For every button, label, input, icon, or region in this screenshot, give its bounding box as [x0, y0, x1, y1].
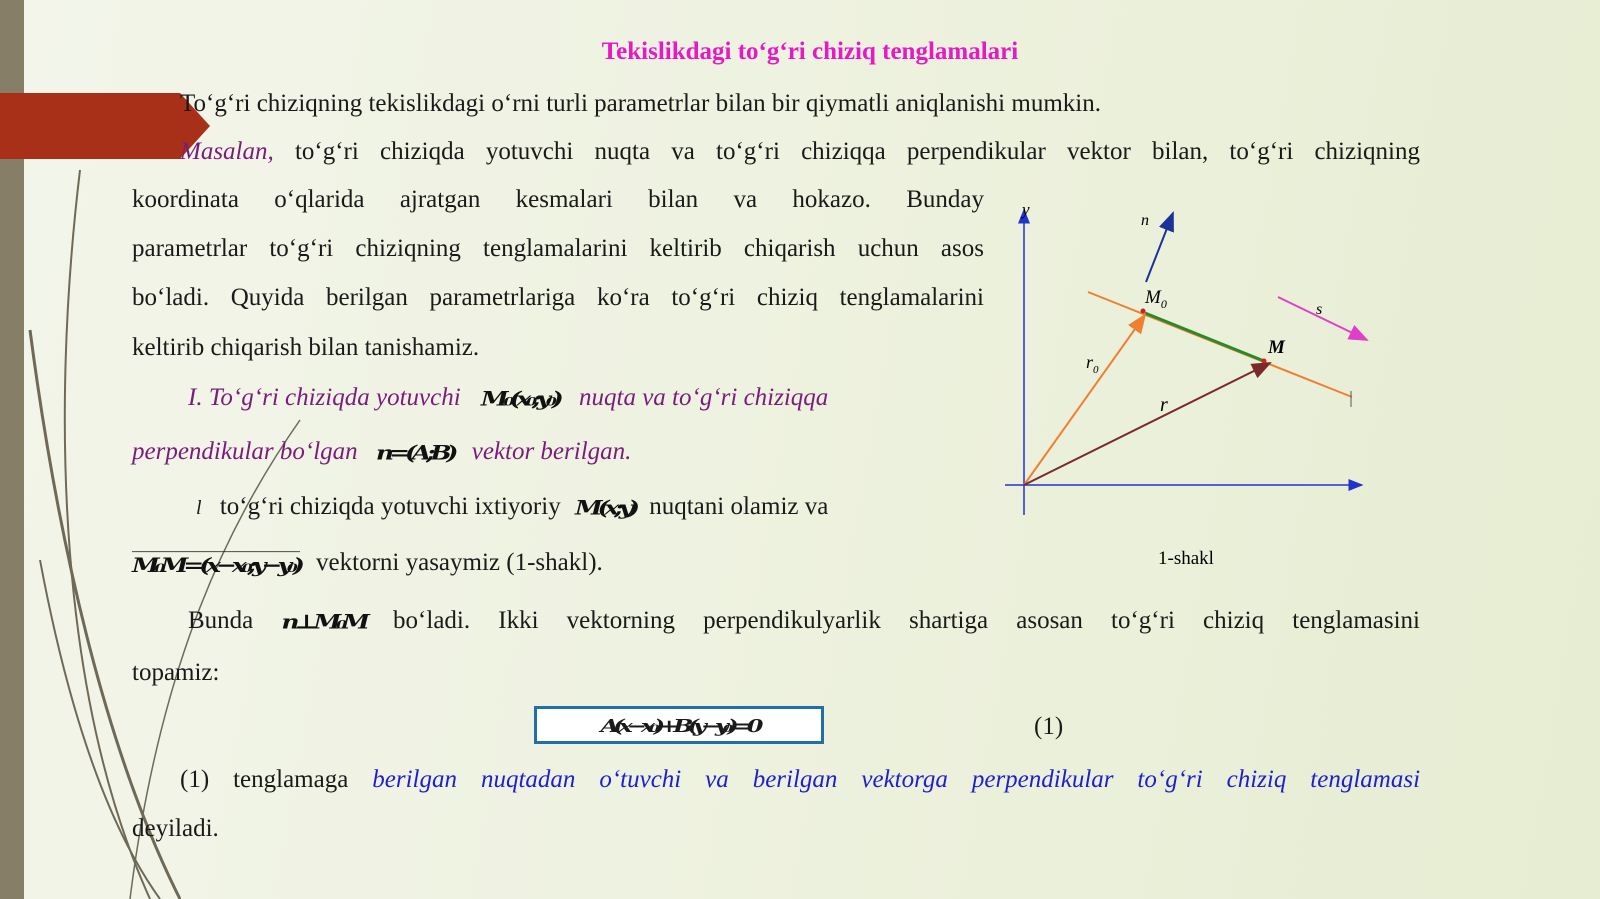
label-y: y [1022, 200, 1030, 219]
line-7-text-a: to‘g‘ri chiziqda yotuvchi ixtiyoriy [219, 493, 561, 520]
line-9-text-b: bo‘ladi. Ikki vektorning perpendikulyarlik shartiga asosan to‘g‘ri chiziq tenglamasini [393, 607, 1421, 634]
line-symbol-l: l [196, 497, 202, 519]
line-11-definition: berilgan nuqtadan o‘tuvchi va berilgan vektorga perpendikular to‘g‘ri chiziq tenglamasi [372, 766, 1421, 793]
formula-n-vector: n=(A;B) [375, 441, 454, 465]
paragraph-intro: To‘g‘ri chiziqning tekislikdagi o‘rni turli parametrlar bilan bir qiymatli aniqlanishi mumkin. [180, 90, 1101, 117]
label-r0: $r_0$ [1086, 352, 1099, 376]
label-m0: $M_0$ [1145, 287, 1167, 311]
line-9-text-a: Bunda [188, 607, 254, 634]
label-n: n [1141, 212, 1149, 229]
paragraph-line-3: koordinata o‘qlarida ajratgan kesmalari bilan va hokazo. Bunday [132, 186, 984, 213]
page-title: Tekislikdagi to‘g‘ri chiziq tenglamalari [601, 38, 1019, 65]
equation-number: (1) [1034, 713, 1064, 740]
paragraph-line-9 [188, 606, 1420, 637]
paragraph-line-11 [180, 765, 1420, 795]
line-7-text-b: nuqtani olamiz va [649, 493, 829, 520]
example-lead: Masalan, [180, 138, 274, 165]
equation-box [534, 706, 824, 744]
line-11-text-a: (1) tenglamaga [180, 766, 349, 793]
paragraph-line-7 [196, 492, 828, 523]
item-one-line-1 [188, 383, 828, 414]
item-one-text-a: I. To‘g‘ri chiziqda yotuvchi [188, 384, 461, 411]
figure-caption: 1-shakl [1158, 548, 1214, 569]
example-text: to‘g‘ri chiziqda yotuvchi nuqta va to‘g‘ri chiziqqa perpendikular vektor bilan, to‘g‘ri chiziqning [294, 138, 1420, 165]
point-m0 [1141, 309, 1146, 314]
paragraph-line-8 [132, 548, 603, 581]
formula-m-point: M(x;y) [574, 496, 635, 520]
figure-diagram [1000, 195, 1380, 575]
item-one-text-b: nuqta va to‘g‘ri chiziqqa [579, 384, 829, 411]
label-s: s [1316, 301, 1323, 318]
line-8-text: vektorni yasaymiz (1-shakl). [316, 549, 603, 577]
vector-r [1024, 363, 1270, 485]
item-two-text-a: perpendikular bo‘lgan [132, 438, 358, 465]
item-two-text-b: vektor berilgan. [471, 438, 632, 465]
item-one-line-2 [132, 437, 631, 468]
label-r: r [1160, 394, 1168, 416]
paragraph-line-4: parametrlar to‘g‘ri chiziqning tenglamalarini keltirib chiqarish uchun asos [132, 235, 984, 262]
label-m: M [1268, 337, 1285, 358]
vector-n [1146, 213, 1173, 282]
paragraph-line-12: deyiladi. [132, 815, 219, 842]
formula-m0m-vector: M₀M=(x−x₀;y−y₀) [132, 551, 300, 577]
vector-r0 [1024, 315, 1145, 485]
paragraph-line-5: bo‘ladi. Quyida berilgan parametrlariga ko‘ra to‘g‘ri chiziq tenglamalarini [132, 284, 984, 311]
formula-n-perp: n⊥M₀M [281, 610, 365, 634]
paragraph-example [180, 137, 1420, 167]
vector-s [1278, 297, 1367, 340]
segment-m0m [1145, 313, 1264, 361]
equation-formula: A(x−x₀)+B(y−y₀)=0 [600, 714, 758, 736]
point-m [1262, 359, 1267, 364]
formula-m0-point: M₀(x₀;y₀) [480, 387, 559, 411]
paragraph-line-6: keltirib chiqarish bilan tanishamiz. [132, 334, 480, 361]
paragraph-line-10: topamiz: [132, 659, 220, 686]
